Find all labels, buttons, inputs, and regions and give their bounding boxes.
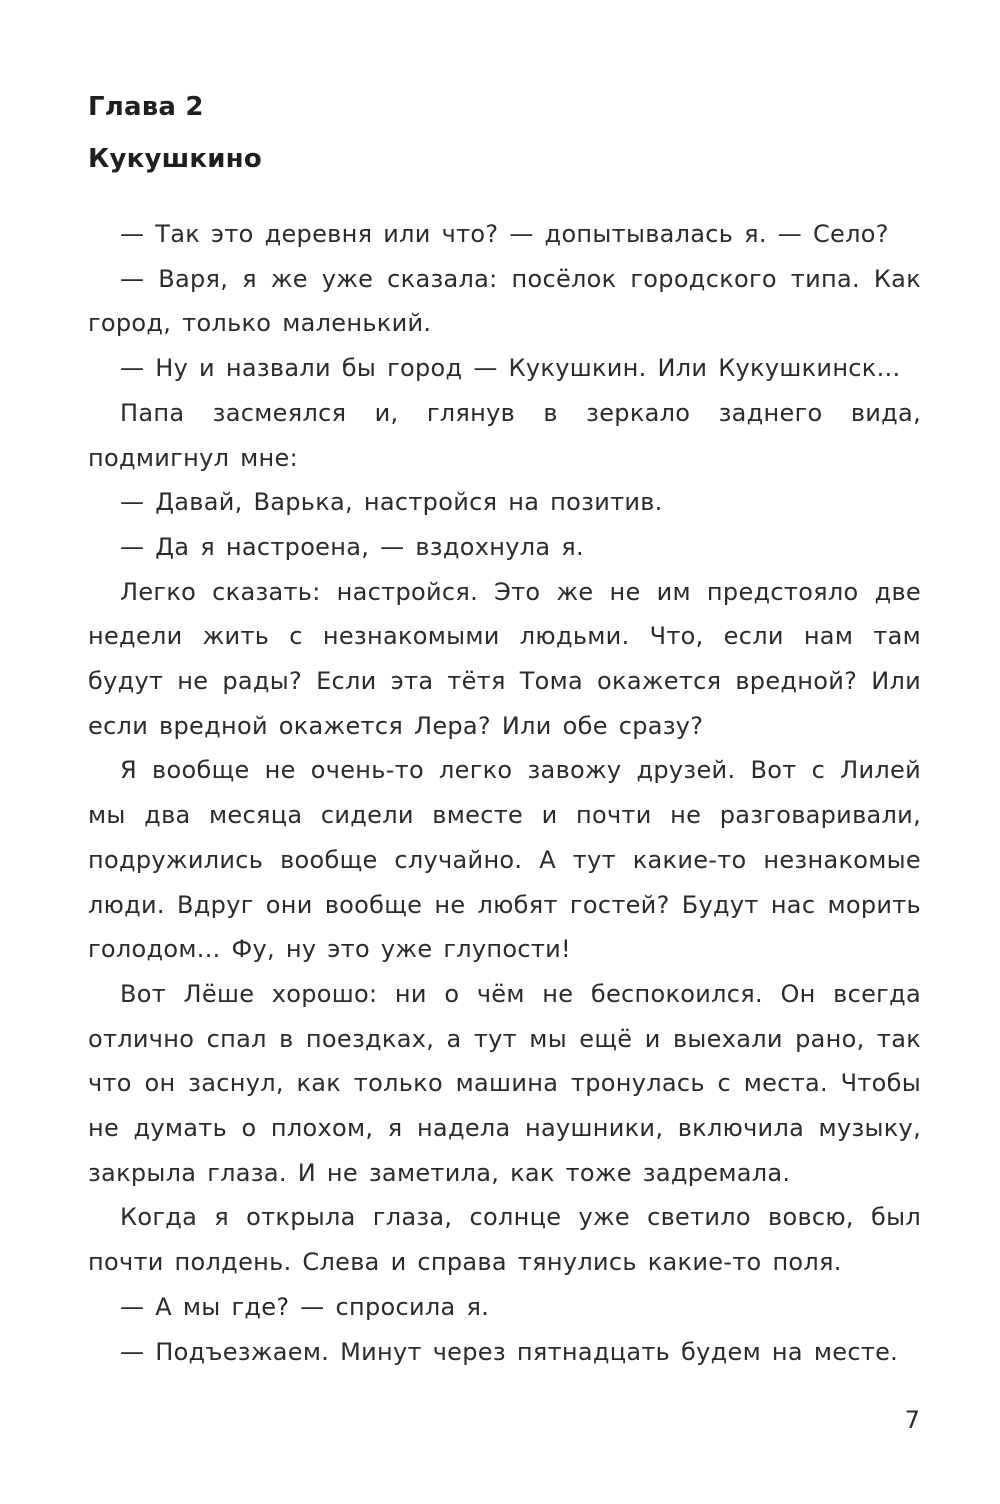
body-text [88, 212, 921, 1374]
paragraph: — Варя, я же уже сказала: посёлок городского типа. Как город, только маленький. [88, 264, 921, 338]
paragraph: — Ну и назвали бы город — Кукушкин. Или Кукушкинск... [120, 354, 901, 383]
paragraph: Легко сказать: настройся. Это же не им предстояло две недели жить с незнакомыми людьми. Что, если нам там будут не рады? Если эта тётя Тома окажется вредной? Или если вредной окажется Лера? Или обе сразу? [88, 577, 921, 740]
chapter-number: Глава 2 [88, 92, 204, 122]
paragraph: — Да я настроена, — вздохнула я. [120, 532, 584, 561]
paragraph: Когда я открыла глаза, солнце уже светило вовсю, был почти полдень. Слева и справа тянулись какие-то поля. [88, 1203, 921, 1277]
paragraph: — А мы где? — спросила я. [120, 1292, 490, 1321]
page-number: 7 [904, 1406, 920, 1434]
paragraph: — Подъезжаем. Минут через пятнадцать будем на месте. [120, 1337, 899, 1366]
paragraph: — Давай, Варька, настройся на позитив. [120, 488, 663, 517]
paragraph: Вот Лёше хорошо: ни о чём не беспокоился. Он всегда отлично спал в поездках, а тут мы ещё и выехали рано, так что он заснул, как только машина тронулась с места. Чтобы не думать о плохом, я надела наушники, включила музыку, закрыла глаза. И не заметила, как тоже задремала. [88, 979, 921, 1187]
paragraph: Я вообще не очень-то легко завожу друзей. Вот с Лилей мы два месяца сидели вместе и почти не разговаривали, подружились вообще случайно. А тут какие-то незнакомые люди. Вдруг они вообще не любят гостей? Будут нас морить голодом... Фу, ну это уже глупости! [88, 756, 921, 964]
paragraph: Папа засмеялся и, глянув в зеркало заднего вида, подмигнул мне: [88, 398, 921, 472]
chapter-title: Кукушкино [88, 144, 262, 174]
paragraph: — Так это деревня или что? — допытывалась я. — Село? [120, 220, 889, 248]
